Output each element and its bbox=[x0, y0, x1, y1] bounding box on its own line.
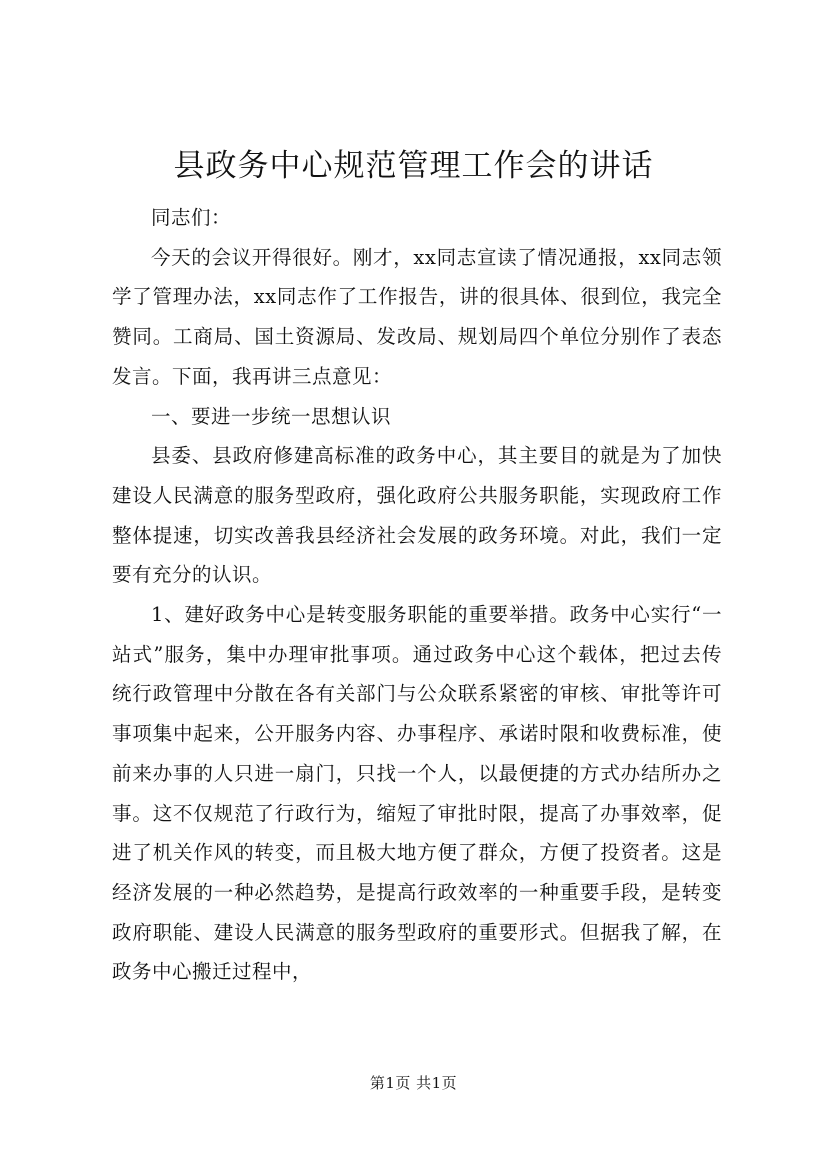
page-footer: 第1页 共1页 bbox=[369, 1074, 458, 1092]
section-heading-1: 一、要进一步统一思想认识 bbox=[151, 404, 392, 428]
paragraph-intro: 今天的会议开得很好。刚才，xx同志宣读了情况通报，xx同志领学了管理办法，xx同志作了工作报告，讲的很具体、很到位，我完全赞同。工商局、国土资源局、发改局、规划局四个单位分别作了表态发言。下面，我再讲三点意见： bbox=[112, 245, 722, 388]
paragraph-section-1: 县委、县政府修建高标准的政务中心，其主要目的就是为了加快建设人民满意的服务型政府，强化政府公共服务职能，实现政府工作整体提速，切实改善我县经济社会发展的政务环境。对此，我们一定要有充分的认识。 bbox=[112, 444, 722, 587]
document-title: 县政务中心规范管理工作会的讲话 bbox=[173, 148, 654, 184]
paragraph-point-1: 1、建好政务中心是转变服务职能的重要举措。政务中心实行“一站式”服务，集中办理审批事项。通过政务中心这个载体，把过去传统行政管理中分散在各有关部门与公众联系紧密的审核、审批等许可事项集中起来，公开服务内容、办事程序、承诺时限和收费标准，使前来办事的人只进一扇门，只找一个人，以最便捷的方式办结所办之事。这不仅规范了行政行为，缩短了审批时限，提高了办事效率，促进了机关作风的转变，而且极大地方便了群众，方便了投资者。这是经济发展的一种必然趋势，是提高行政效率的一种重要手段，是转变政府职能、建设人民满意的服务型政府的重要形式。但据我了解，在政务中心搬迁过程中， bbox=[112, 603, 722, 984]
paragraph-salutation: 同志们： bbox=[151, 206, 232, 229]
document-body bbox=[112, 198, 722, 992]
